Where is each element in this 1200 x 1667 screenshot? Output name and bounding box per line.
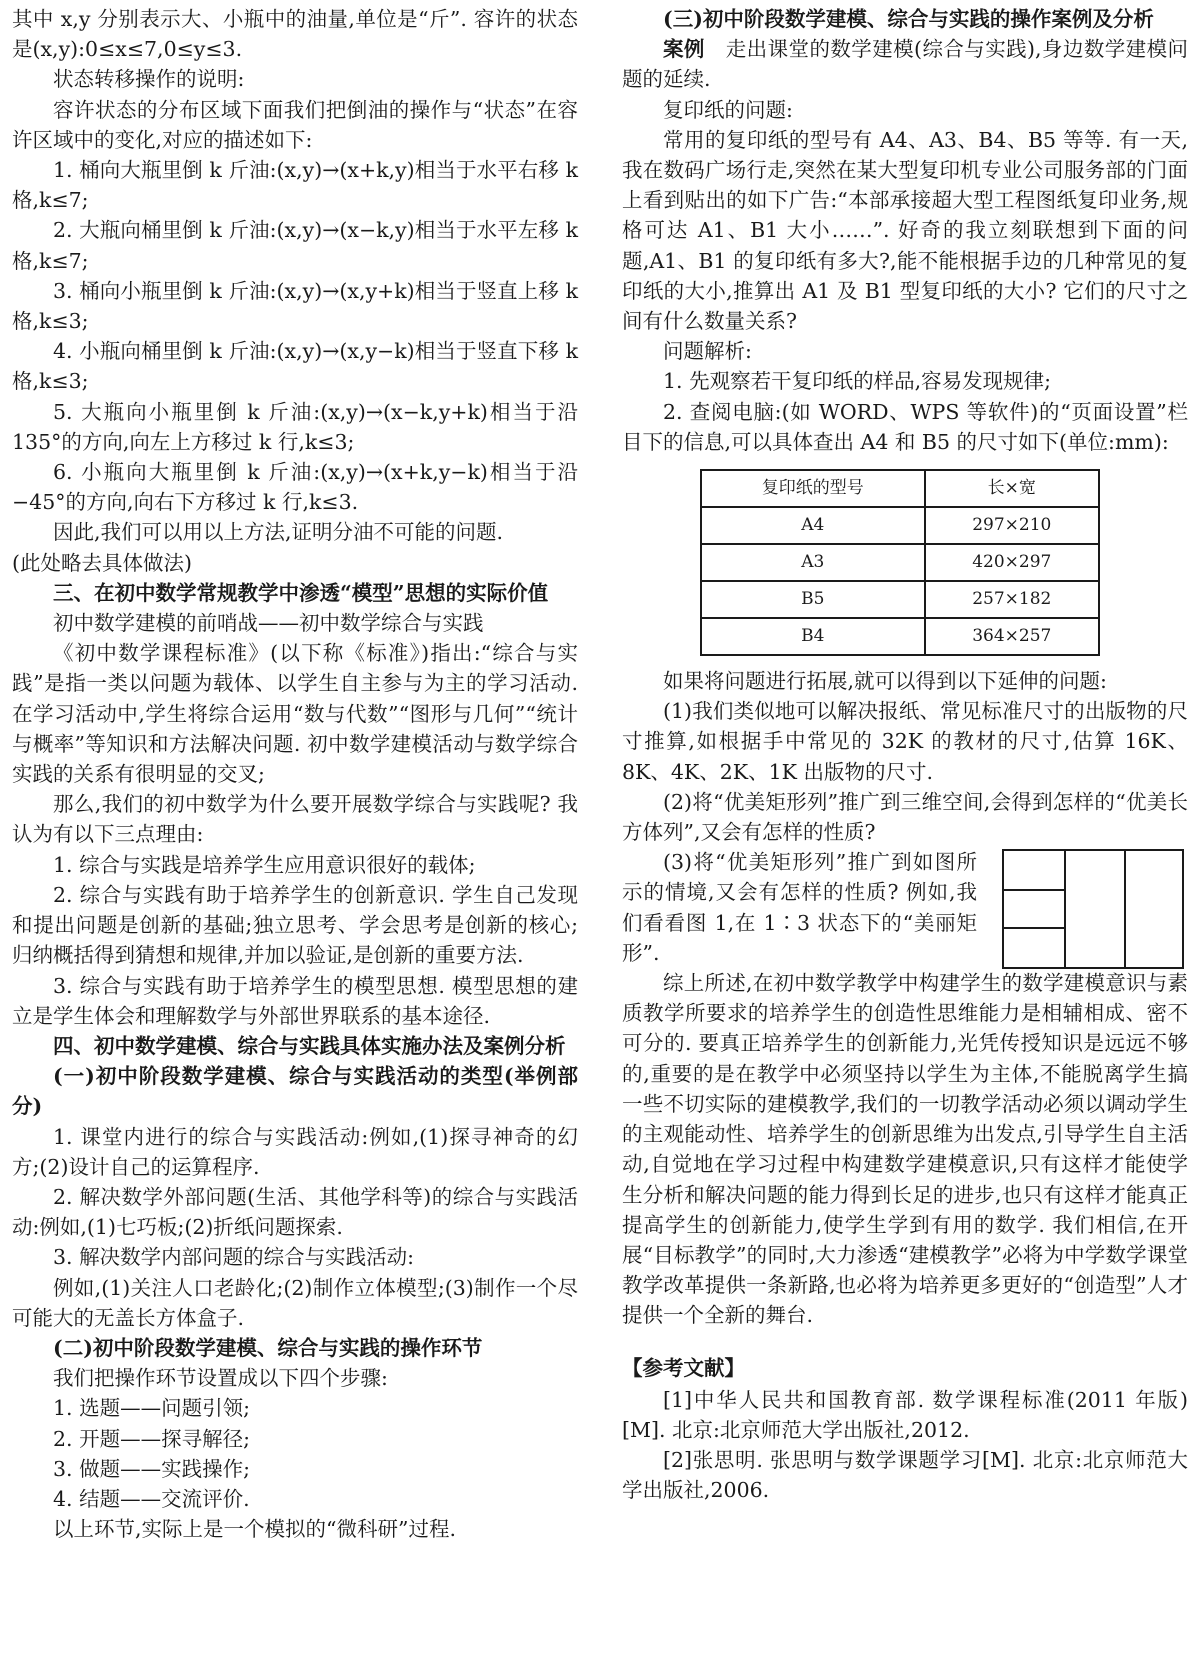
figure-divider [1124, 851, 1126, 967]
operation-item: 2. 大瓶向桶里倒 k 斤油:(x,y)→(x−k,y)相当于水平左移 k 格,k≤7; [12, 218, 578, 273]
paragraph: 常用的复印纸的型号有 A4、A3、B4、B5 等等. 有一天,我在数码广场行走,突然在某大型复印机专业公司服务部的门面上看到贴出的如下广告:“本部承接超大型工程图纸复印业务,规格可达 A1、B1 大小……”. 好奇的我立刻联想到下面的问题,A1、B1 的复印纸有多大?,能不能根据手边的几种常见的复印纸的大小,推算出 A1 及 B1 型复印纸的大小? 它们的尺寸之间有什么数量关系? [622, 127, 1188, 334]
table-cell: 364×257 [925, 618, 1099, 655]
paragraph: 状态转移操作的说明: [53, 67, 245, 92]
subsection-heading: (三)初中阶段数学建模、综合与实践的操作案例及分析 [663, 7, 1154, 31]
table-cell: B5 [701, 581, 925, 618]
reason-item: 3. 综合与实践有助于培养学生的模型思想. 模型思想的建立是学生体会和理解数学与外部世界联系的基本途径. [12, 973, 578, 1028]
paragraph: 因此,我们可以用以上方法,证明分油不可能的问题. [53, 520, 504, 545]
figure-divider [1004, 889, 1064, 891]
table-row [701, 581, 1099, 618]
table-header-cell: 复印纸的型号 [701, 470, 925, 507]
operation-item: 6. 小瓶向大瓶里倒 k 斤油:(x,y)→(x+k,y−k)相当于沿 −45°的方向,向右下方移过 k 行,k≤3. [12, 460, 578, 515]
table-cell: B4 [701, 618, 925, 655]
figure-row [622, 847, 1188, 968]
case-paragraph [622, 34, 1188, 94]
paragraph: 《初中数学课程标准》(以下称《标准》)指出:“综合与实践”是指一类以问题为载体、以学生自主参与为主的学习活动. 在学习活动中,学生将综合运用“数与代数”“图形与几何”“统计与概率”等知识和方法解决问题. 初中数学建模活动与数学综合实践的关系有很明显的交叉; [12, 641, 578, 787]
paragraph: 例如,(1)关注人口老龄化;(2)制作立体模型;(3)制作一个尽可能大的无盖长方体盒子. [12, 1275, 578, 1330]
extension-item: (1)我们类似地可以解决报纸、常见标准尺寸的出版物的尺寸推算,如根据手中常见的 32K 的教材的尺寸,估算 16K、8K、4K、2K、1K 出版物的尺寸. [622, 699, 1188, 784]
section-heading: 四、初中数学建模、综合与实践具体实施办法及案例分析 [53, 1033, 566, 1058]
figure-divider [1064, 851, 1066, 967]
conclusion-paragraph: 综上所述,在初中数学教学中构建学生的数学建模意识与素质教学所要求的培养学生的创造性思维能力是相辅相成、密不可分的. 要真正培养学生的创新能力,光凭传授知识是远远不够的,重要的是在教学中必须坚持以学生为主体,不能脱离学生搞一些不切实际的建模教学,我们的一切教学活动必须以调动学生的主观能动性、培养学生的创新思维为出发点,引导学生自主活动,自觉地在学习过程中构建数学建模意识,只有这样才能使学生分析和解决问题的能力得到长足的进步,也只有这样才能真正提高学生的创新能力,使学生学到有用的数学. 我们相信,在开展“目标教学”的同时,大力渗透“建模教学”必将为中学数学课堂教学改革提供一条新路,也必将为培养更多更好的“创造型”人才提供一个全新的舞台. [622, 971, 1188, 1328]
step-item: 1. 选题——问题引领; [53, 1396, 250, 1421]
paragraph: (此处略去具体做法) [12, 550, 192, 575]
type-item: 3. 解决数学内部问题的综合与实践活动: [53, 1245, 414, 1270]
references-title: 【参考文献】 [622, 1355, 745, 1380]
table-cell: 420×297 [925, 544, 1099, 581]
type-item: 1. 课堂内进行的综合与实践活动:例如,(1)探寻神奇的幻方;(2)设计自己的运算程序. [12, 1124, 578, 1179]
extension-item: (2)将“优美矩形列”推广到三维空间,会得到怎样的“优美长方体列”,又会有怎样的性质? [622, 789, 1188, 845]
subsection-heading: (一)初中阶段数学建模、综合与实践活动的类型(举例部分) [12, 1064, 578, 1119]
right-column [622, 4, 1188, 1506]
table-header-cell: 长×宽 [925, 470, 1099, 507]
table-cell: A3 [701, 544, 925, 581]
figure-1-rectangle-diagram [1002, 849, 1184, 969]
table-row [701, 544, 1099, 581]
operation-item: 3. 桶向小瓶里倒 k 斤油:(x,y)→(x,y+k)相当于竖直上移 k 格,k≤3; [12, 278, 578, 334]
table-header-row [701, 470, 1099, 507]
table-cell: 297×210 [925, 507, 1099, 544]
paper-size-table [700, 469, 1100, 656]
table-cell: 257×182 [925, 581, 1099, 618]
left-column [12, 4, 578, 1544]
subsection-heading: (二)初中阶段数学建模、综合与实践的操作环节 [53, 1335, 483, 1360]
table-row [701, 507, 1099, 544]
reference-item: [1]中华人民共和国教育部. 数学课程标准(2011 年版)[M]. 北京:北京师范大学出版社,2012. [622, 1387, 1188, 1442]
step-item: 2. 开题——探寻解径; [53, 1426, 250, 1451]
reference-item: [2]张思明. 张思明与数学课题学习[M]. 北京:北京师范大学出版社,2006. [622, 1448, 1188, 1503]
paragraph: 复印纸的问题: [663, 97, 793, 122]
paragraph: 以上环节,实际上是一个模拟的“微科研”过程. [53, 1517, 456, 1542]
paragraph: 我们把操作环节设置成以下四个步骤: [53, 1366, 388, 1391]
table-row [701, 618, 1099, 655]
paragraph: 问题解析: [663, 339, 752, 364]
reason-item: 1. 综合与实践是培养学生应用意识很好的载体; [53, 852, 476, 877]
case-text: 走出课堂的数学建模(综合与实践),身边数学建模问题的延续. [622, 37, 1189, 92]
reason-item: 2. 综合与实践有助于培养学生的创新意识. 学生自己发现和提出问题是创新的基础;独立思考、学会思考是创新的核心;归纳概括得到猜想和规律,并加以验证,是创新的重要方法. [12, 882, 578, 968]
paragraph: 其中 x,y 分别表示大、小瓶中的油量,单位是“斤”. 容许的状态是(x,y):0≤x≤7,0≤y≤3. [12, 7, 578, 62]
paragraph: 如果将问题进行拓展,就可以得到以下延伸的问题: [663, 669, 1107, 694]
extension-item: (3)将“优美矩形列”推广到如图所示的情境,又会有怎样的性质? 例如,我们看看图 1,在 1∶3 状态下的“美丽矩形”. [622, 850, 977, 965]
case-label: 案例 [663, 37, 705, 62]
paragraph: 1. 先观察若干复印纸的样品,容易发现规律; [663, 369, 1051, 394]
step-item: 4. 结题——交流评价. [53, 1486, 250, 1511]
type-item: 2. 解决数学外部问题(生活、其他学科等)的综合与实践活动:例如,(1)七巧板;(2)折纸问题探索. [12, 1184, 578, 1240]
paragraph: 初中数学建模的前哨战——初中数学综合与实践 [53, 611, 484, 636]
paragraph: 2. 查阅电脑:(如 WORD、WPS 等软件)的“页面设置”栏目下的信息,可以具体查出 A4 和 B5 的尺寸如下(单位:mm): [622, 399, 1188, 454]
operation-item: 5. 大瓶向小瓶里倒 k 斤油:(x,y)→(x−k,y+k)相当于沿 135°的方向,向左上方移过 k 行,k≤3; [12, 399, 578, 454]
paragraph: 那么,我们的初中数学为什么要开展数学综合与实践呢? 我认为有以下三点理由: [12, 792, 578, 847]
operation-item: 4. 小瓶向桶里倒 k 斤油:(x,y)→(x,y−k)相当于竖直下移 k 格,k≤3; [12, 339, 578, 394]
paragraph: 容许状态的分布区域下面我们把倒油的操作与“状态”在容许区域中的变化,对应的描述如下: [12, 97, 578, 152]
section-heading: 三、在初中数学常规教学中渗透“模型”思想的实际价值 [53, 580, 549, 605]
operation-item: 1. 桶向大瓶里倒 k 斤油:(x,y)→(x+k,y)相当于水平右移 k 格,k≤7; [12, 158, 578, 213]
figure-divider [1004, 927, 1064, 929]
step-item: 3. 做题——实践操作; [53, 1456, 250, 1481]
table-cell: A4 [701, 507, 925, 544]
